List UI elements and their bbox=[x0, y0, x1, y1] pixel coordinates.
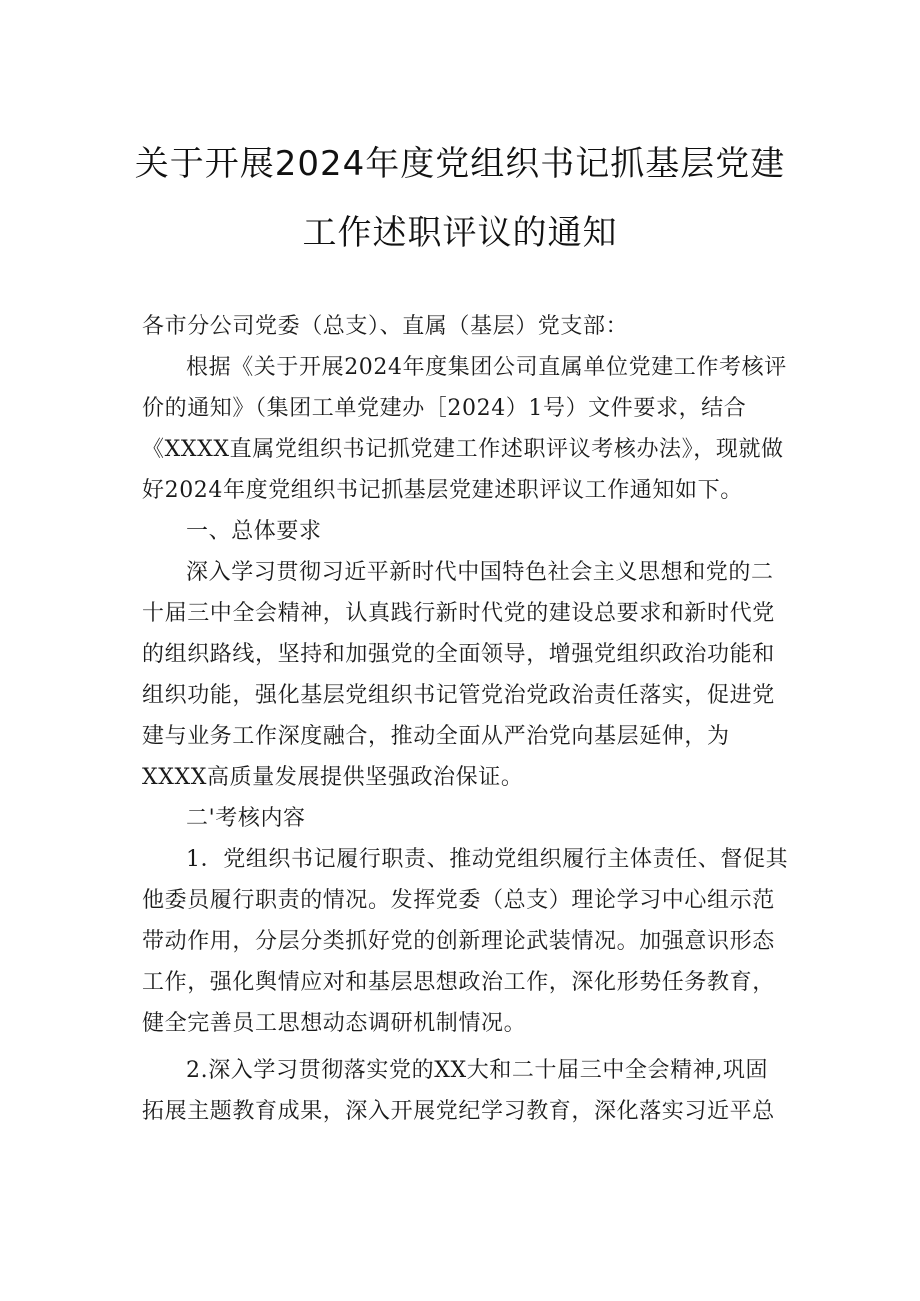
document-title-line-1: 关于开展2024年度党组织书记抓基层党建 bbox=[134, 144, 786, 184]
section-heading-general-requirements: 一、总体要求 bbox=[186, 519, 322, 544]
document-body bbox=[142, 306, 790, 1132]
paragraph-intro: 根据《关于开展2024年度集团公司直属单位党建工作考核评价的通知》（集团工单党建办［2024）1号）文件要求，结合《XXXX直属党组织书记抓党建工作述职评议考核办法》，现就做好2024年度党组织书记抓基层党建述职评议工作通知如下。 bbox=[142, 355, 787, 503]
paragraph-item-2: 2.深入学习贯彻落实党的XX大和二十届三中全会精神,巩固拓展主题教育成果，深入开展党纪学习教育，深化落实习近平总 bbox=[142, 1058, 775, 1124]
paragraph-general-requirements: 深入学习贯彻习近平新时代中国特色社会主义思想和党的二十届三中全会精神，认真践行新时代党的建设总要求和新时代党的组织路线，坚持和加强党的全面领导，增强党组织政治功能和组织功能，强化基层党组织书记管党治党政治责任落实，促进党建与业务工作深度融合，推动全面从严治党向基层延伸，为XXXX高质量发展提供坚强政治保证。 bbox=[142, 560, 775, 790]
paragraph-item-1: 1．党组织书记履行职责、推动党组织履行主体责任、督促其他委员履行职责的情况。发挥党委（总支）理论学习中心组示范带动作用，分层分类抓好党的创新理论武装情况。加强意识形态工作，强化舆情应对和基层思想政治工作，深化形势任务教育，健全完善员工思想动态调研机制情况。 bbox=[142, 847, 789, 1036]
salutation: 各市分公司党委（总支）、直属（基层）党支部： bbox=[142, 314, 629, 339]
section-heading-assessment-content: 二'考核内容 bbox=[186, 806, 306, 831]
document-title-line-2: 工作述职评议的通知 bbox=[302, 213, 618, 253]
